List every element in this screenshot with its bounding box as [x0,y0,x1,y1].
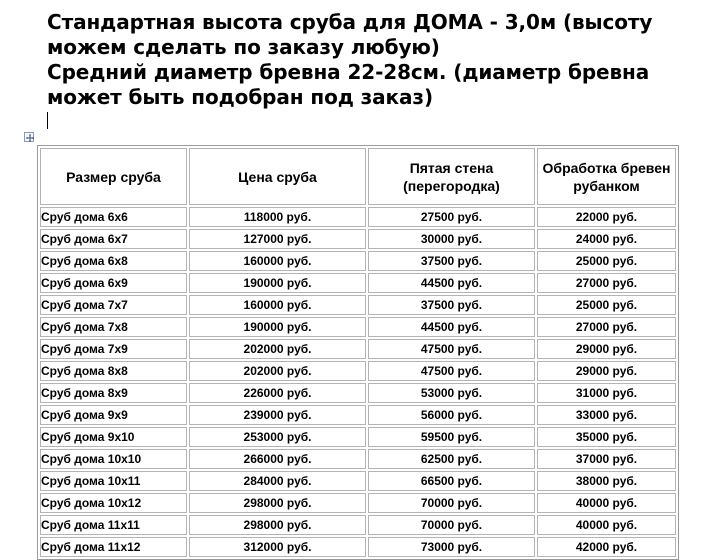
table-row [40,251,676,271]
cell-planing: 25000 руб. [537,251,676,271]
cell-size: Сруб дома 11х11 [40,515,187,535]
cell-price: 160000 руб. [189,295,366,315]
cell-planing: 40000 руб. [537,515,676,535]
cell-size: Сруб дома 9х10 [40,427,187,447]
cell-fifth-wall: 37500 руб. [368,295,535,315]
cell-price: 298000 руб. [189,515,366,535]
cell-price: 202000 руб. [189,361,366,381]
cell-size: Сруб дома 7х9 [40,339,187,359]
cell-planing: 31000 руб. [537,383,676,403]
cell-planing: 37000 руб. [537,449,676,469]
table-row [40,449,676,469]
cell-fifth-wall: 70000 руб. [368,515,535,535]
cell-fifth-wall: 47500 руб. [368,361,535,381]
cell-size: Сруб дома 6х7 [40,229,187,249]
table-row [40,361,676,381]
cell-price: 298000 руб. [189,493,366,513]
table-row [40,493,676,513]
page-heading [47,10,715,110]
cell-fifth-wall: 44500 руб. [368,273,535,293]
cell-planing: 24000 руб. [537,229,676,249]
table-row [40,273,676,293]
cell-planing: 29000 руб. [537,361,676,381]
cell-price: 190000 руб. [189,317,366,337]
cell-planing: 29000 руб. [537,339,676,359]
cell-price: 312000 руб. [189,537,366,557]
cell-size: Сруб дома 6х6 [40,207,187,227]
cell-price: 253000 руб. [189,427,366,447]
cell-planing: 42000 руб. [537,537,676,557]
cell-size: Сруб дома 7х8 [40,317,187,337]
cell-size: Сруб дома 10х12 [40,493,187,513]
cell-fifth-wall: 44500 руб. [368,317,535,337]
text-cursor [47,112,48,129]
table-body [40,207,676,557]
cell-fifth-wall: 59500 руб. [368,427,535,447]
cell-size: Сруб дома 6х9 [40,273,187,293]
heading-height-note: Стандартная высота сруба для ДОМА - 3,0м (высоту можем сделать по заказу любую) [47,10,653,59]
cell-price: 284000 руб. [189,471,366,491]
cell-price: 266000 руб. [189,449,366,469]
cell-price: 202000 руб. [189,339,366,359]
cell-planing: 25000 руб. [537,295,676,315]
table-row [40,537,676,557]
table-row [40,207,676,227]
cell-planing: 27000 руб. [537,317,676,337]
cell-size: Сруб дома 11х12 [40,537,187,557]
cell-fifth-wall: 66500 руб. [368,471,535,491]
cell-size: Сруб дома 8х9 [40,383,187,403]
cell-planing: 35000 руб. [537,427,676,447]
cell-fifth-wall: 73000 руб. [368,537,535,557]
cell-price: 190000 руб. [189,273,366,293]
cell-planing: 40000 руб. [537,493,676,513]
price-table [37,145,679,560]
cell-size: Сруб дома 6х8 [40,251,187,271]
table-row [40,405,676,425]
cell-size: Сруб дома 8х8 [40,361,187,381]
header-fifth-wall: Пятая стена (перегородка) [368,148,535,205]
table-row [40,471,676,491]
cell-fifth-wall: 27500 руб. [368,207,535,227]
cell-size: Сруб дома 10х10 [40,449,187,469]
cell-price: 239000 руб. [189,405,366,425]
cell-fifth-wall: 47500 руб. [368,339,535,359]
table-row [40,383,676,403]
cell-size: Сруб дома 9х9 [40,405,187,425]
table-row [40,515,676,535]
cell-price: 226000 руб. [189,383,366,403]
header-price: Цена сруба [189,148,366,205]
heading-diameter-note: Средний диаметр бревна 22-28см. (диаметр бревна может быть подобран под заказ) [47,60,650,109]
cell-planing: 22000 руб. [537,207,676,227]
table-header-row [40,148,676,205]
cell-price: 127000 руб. [189,229,366,249]
cell-fifth-wall: 62500 руб. [368,449,535,469]
header-size: Размер сруба [40,148,187,205]
cell-price: 118000 руб. [189,207,366,227]
header-planing: Обработка бревен рубанком [537,148,676,205]
table-row [40,229,676,249]
cell-fifth-wall: 53000 руб. [368,383,535,403]
table-row [40,427,676,447]
cell-planing: 38000 руб. [537,471,676,491]
cell-planing: 27000 руб. [537,273,676,293]
table-row [40,295,676,315]
cell-price: 160000 руб. [189,251,366,271]
cell-fifth-wall: 37500 руб. [368,251,535,271]
cell-fifth-wall: 30000 руб. [368,229,535,249]
cell-size: Сруб дома 7х7 [40,295,187,315]
cell-size: Сруб дома 10х11 [40,471,187,491]
table-row [40,339,676,359]
cell-fifth-wall: 56000 руб. [368,405,535,425]
table-row [40,317,676,337]
table-move-handle-icon[interactable] [24,132,34,142]
cell-planing: 33000 руб. [537,405,676,425]
cell-fifth-wall: 70000 руб. [368,493,535,513]
